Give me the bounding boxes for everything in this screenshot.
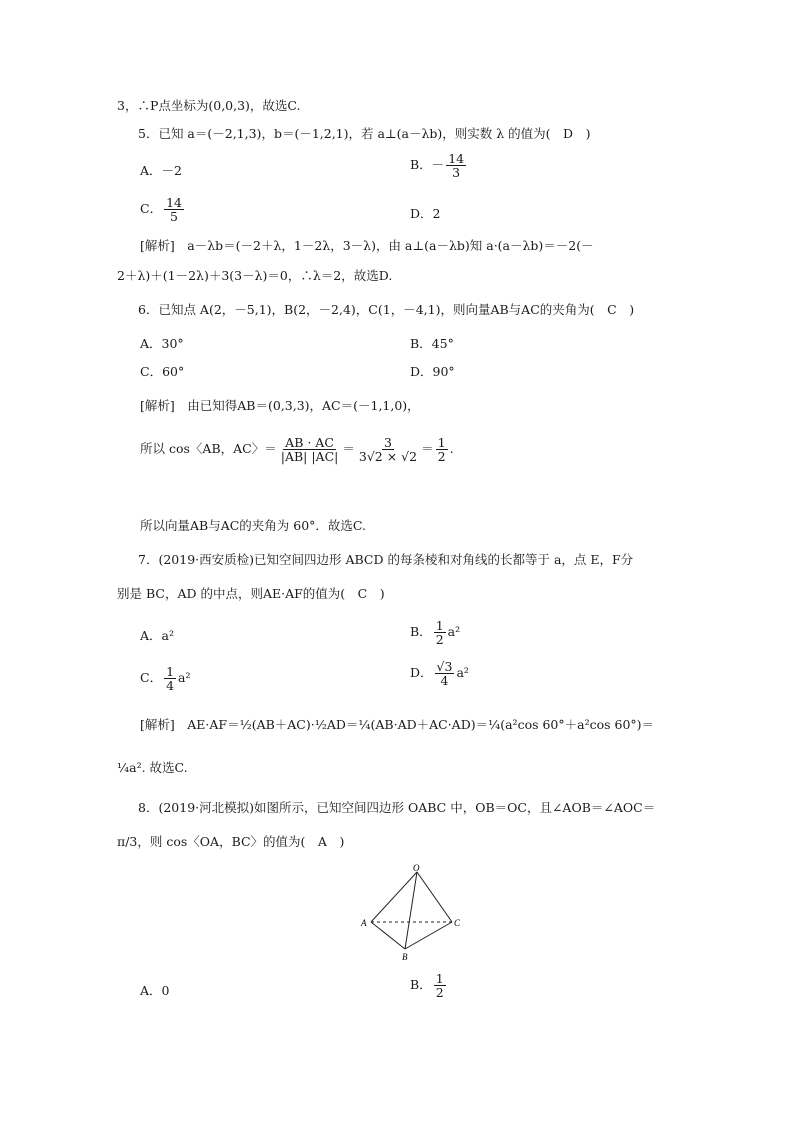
equals-sign: ＝ bbox=[342, 441, 355, 457]
fraction-denominator: 4 bbox=[166, 678, 175, 694]
q5-option-c bbox=[140, 196, 186, 223]
q7-c-prefix: C． bbox=[140, 670, 163, 686]
fraction-numerator: 1 bbox=[166, 664, 175, 679]
fraction-numerator: 14 bbox=[448, 151, 465, 166]
q6-cos-prefix: 所以 cos〈AB，AC〉＝ bbox=[140, 441, 277, 457]
edge-BC bbox=[405, 922, 452, 949]
q7-c-suffix: a² bbox=[178, 670, 191, 686]
question-7-stem-1: 7．(2019·西安质检)已知空间四边形 ABCD 的每条棱和对角线的长都等于 a，点 E，F分 bbox=[138, 552, 634, 567]
q7-option-a: A．a² bbox=[140, 628, 174, 643]
fraction-numerator: 3 bbox=[384, 435, 392, 450]
q6-dot-fraction bbox=[279, 436, 341, 463]
q7-b-prefix: B． bbox=[410, 624, 432, 640]
q7-d-fraction bbox=[435, 660, 455, 687]
label-B: B bbox=[402, 952, 408, 962]
fraction-numerator: 1 bbox=[437, 435, 446, 450]
q7-b-fraction bbox=[434, 619, 446, 646]
edge-OC bbox=[417, 872, 452, 922]
label-O: O bbox=[413, 863, 420, 873]
edge-AB bbox=[371, 922, 405, 949]
q5-b-fraction bbox=[446, 152, 466, 179]
q8-option-a: A．0 bbox=[140, 983, 170, 998]
tetrahedron-figure bbox=[355, 862, 470, 962]
question-6-stem: 6．已知点 A(2，－5,1)，B(2，－2,4)，C(1，－4,1)，则向量AB与AC的夹角为( C ) bbox=[138, 302, 635, 317]
q5-b-prefix: B．－ bbox=[410, 157, 445, 173]
fraction-denominator: 5 bbox=[170, 209, 178, 225]
fraction-denominator: 3√2 × √2 bbox=[358, 449, 418, 465]
q5-option-d: D．2 bbox=[410, 206, 441, 221]
q6-option-d: D．90° bbox=[410, 364, 455, 379]
fraction-denominator: 2 bbox=[435, 985, 444, 1001]
q7-option-c bbox=[140, 665, 191, 692]
q5-c-prefix: C． bbox=[140, 201, 163, 217]
q6-option-b: B．45° bbox=[410, 336, 454, 351]
question-5-stem: 5．已知 a＝(－2,1,3)，b＝(－1,2,1)，若 a⊥(a－λb)，则实数 λ 的值为( D ) bbox=[138, 126, 591, 141]
fraction-denominator: |AB| |AC| bbox=[280, 449, 339, 465]
q5-solution-line-1: [解析] a－λb＝(－2＋λ，1－2λ，3－λ)，由 a⊥(a－λb)知 a·(a－λb)＝－2(－ bbox=[140, 238, 594, 253]
q8-b-fraction bbox=[434, 972, 446, 999]
q7-c-fraction bbox=[164, 665, 176, 692]
q7-d-suffix: a² bbox=[456, 665, 469, 681]
q7-d-prefix: D． bbox=[410, 665, 433, 681]
q7-solution-line-1: [解析] AE·AF＝½(AB＋AC)·½AD＝¼(AB·AD＋AC·AD)＝¼(a²cos 60°＋a²cos 60°)＝ bbox=[140, 717, 655, 732]
q6-solution-line-2: 所以 cos〈AB，AC〉＝ $\frac{AB \cdot AC}{|AB| |AC|}$ ＝ $\frac{3}{3√2 \times √2}$ ＝ $\frac{1}{2}$ . bbox=[140, 435, 454, 465]
q5-option-b bbox=[410, 152, 468, 179]
fraction-denominator: 4 bbox=[440, 673, 449, 689]
equals-sign: ＝ bbox=[421, 441, 434, 457]
label-C: C bbox=[454, 918, 461, 928]
fraction-numerator: √3 bbox=[436, 659, 453, 674]
fraction-numerator: 1 bbox=[435, 618, 444, 633]
q6-option-c: C．60° bbox=[140, 364, 185, 379]
fraction-numerator: 14 bbox=[166, 195, 182, 210]
q6-result-fraction bbox=[436, 436, 448, 463]
q7-b-suffix: a² bbox=[447, 624, 461, 640]
q7-option-d bbox=[410, 660, 469, 687]
fraction-denominator: 3 bbox=[452, 165, 461, 181]
q6-value-fraction bbox=[357, 436, 419, 463]
question-8-stem-1: 8．(2019·河北模拟)如图所示，已知空间四边形 OABC 中，OB＝OC，且∠AOB＝∠AOC＝ bbox=[138, 800, 656, 815]
fraction-denominator: 2 bbox=[435, 632, 444, 648]
q6-solution-line-1: [解析] 由已知得AB＝(0,3,3)，AC＝(－1,1,0)， bbox=[140, 398, 420, 413]
question-7-stem-2: 别是 BC，AD 的中点，则AE·AF的值为( C ) bbox=[117, 586, 385, 601]
question-8-stem-2: π/3，则 cos〈OA，BC〉的值为( A ) bbox=[117, 834, 345, 849]
q8-b-prefix: B． bbox=[410, 977, 432, 993]
q7-option-b bbox=[410, 619, 460, 646]
fraction-denominator: 2 bbox=[437, 449, 446, 465]
fraction-numerator: 1 bbox=[435, 971, 444, 986]
q5-option-a: A．－2 bbox=[140, 163, 182, 178]
q8-option-b bbox=[410, 972, 448, 999]
q5-c-fraction bbox=[164, 196, 184, 223]
q6-solution-line-3: 所以向量AB与AC的夹角为 60°．故选C. bbox=[140, 518, 367, 533]
q6-option-a: A．30° bbox=[140, 336, 184, 351]
q5-solution-line-2: 2＋λ)＋(1－2λ)＋3(3－λ)＝0，∴λ＝2，故选D. bbox=[117, 268, 393, 283]
text-line: 3，∴P点坐标为(0,0,3)，故选C. bbox=[117, 98, 301, 113]
label-A: A bbox=[361, 918, 367, 928]
q7-solution-line-2: ¼a². 故选C. bbox=[117, 760, 188, 775]
fraction-numerator: AB · AC bbox=[285, 435, 334, 450]
